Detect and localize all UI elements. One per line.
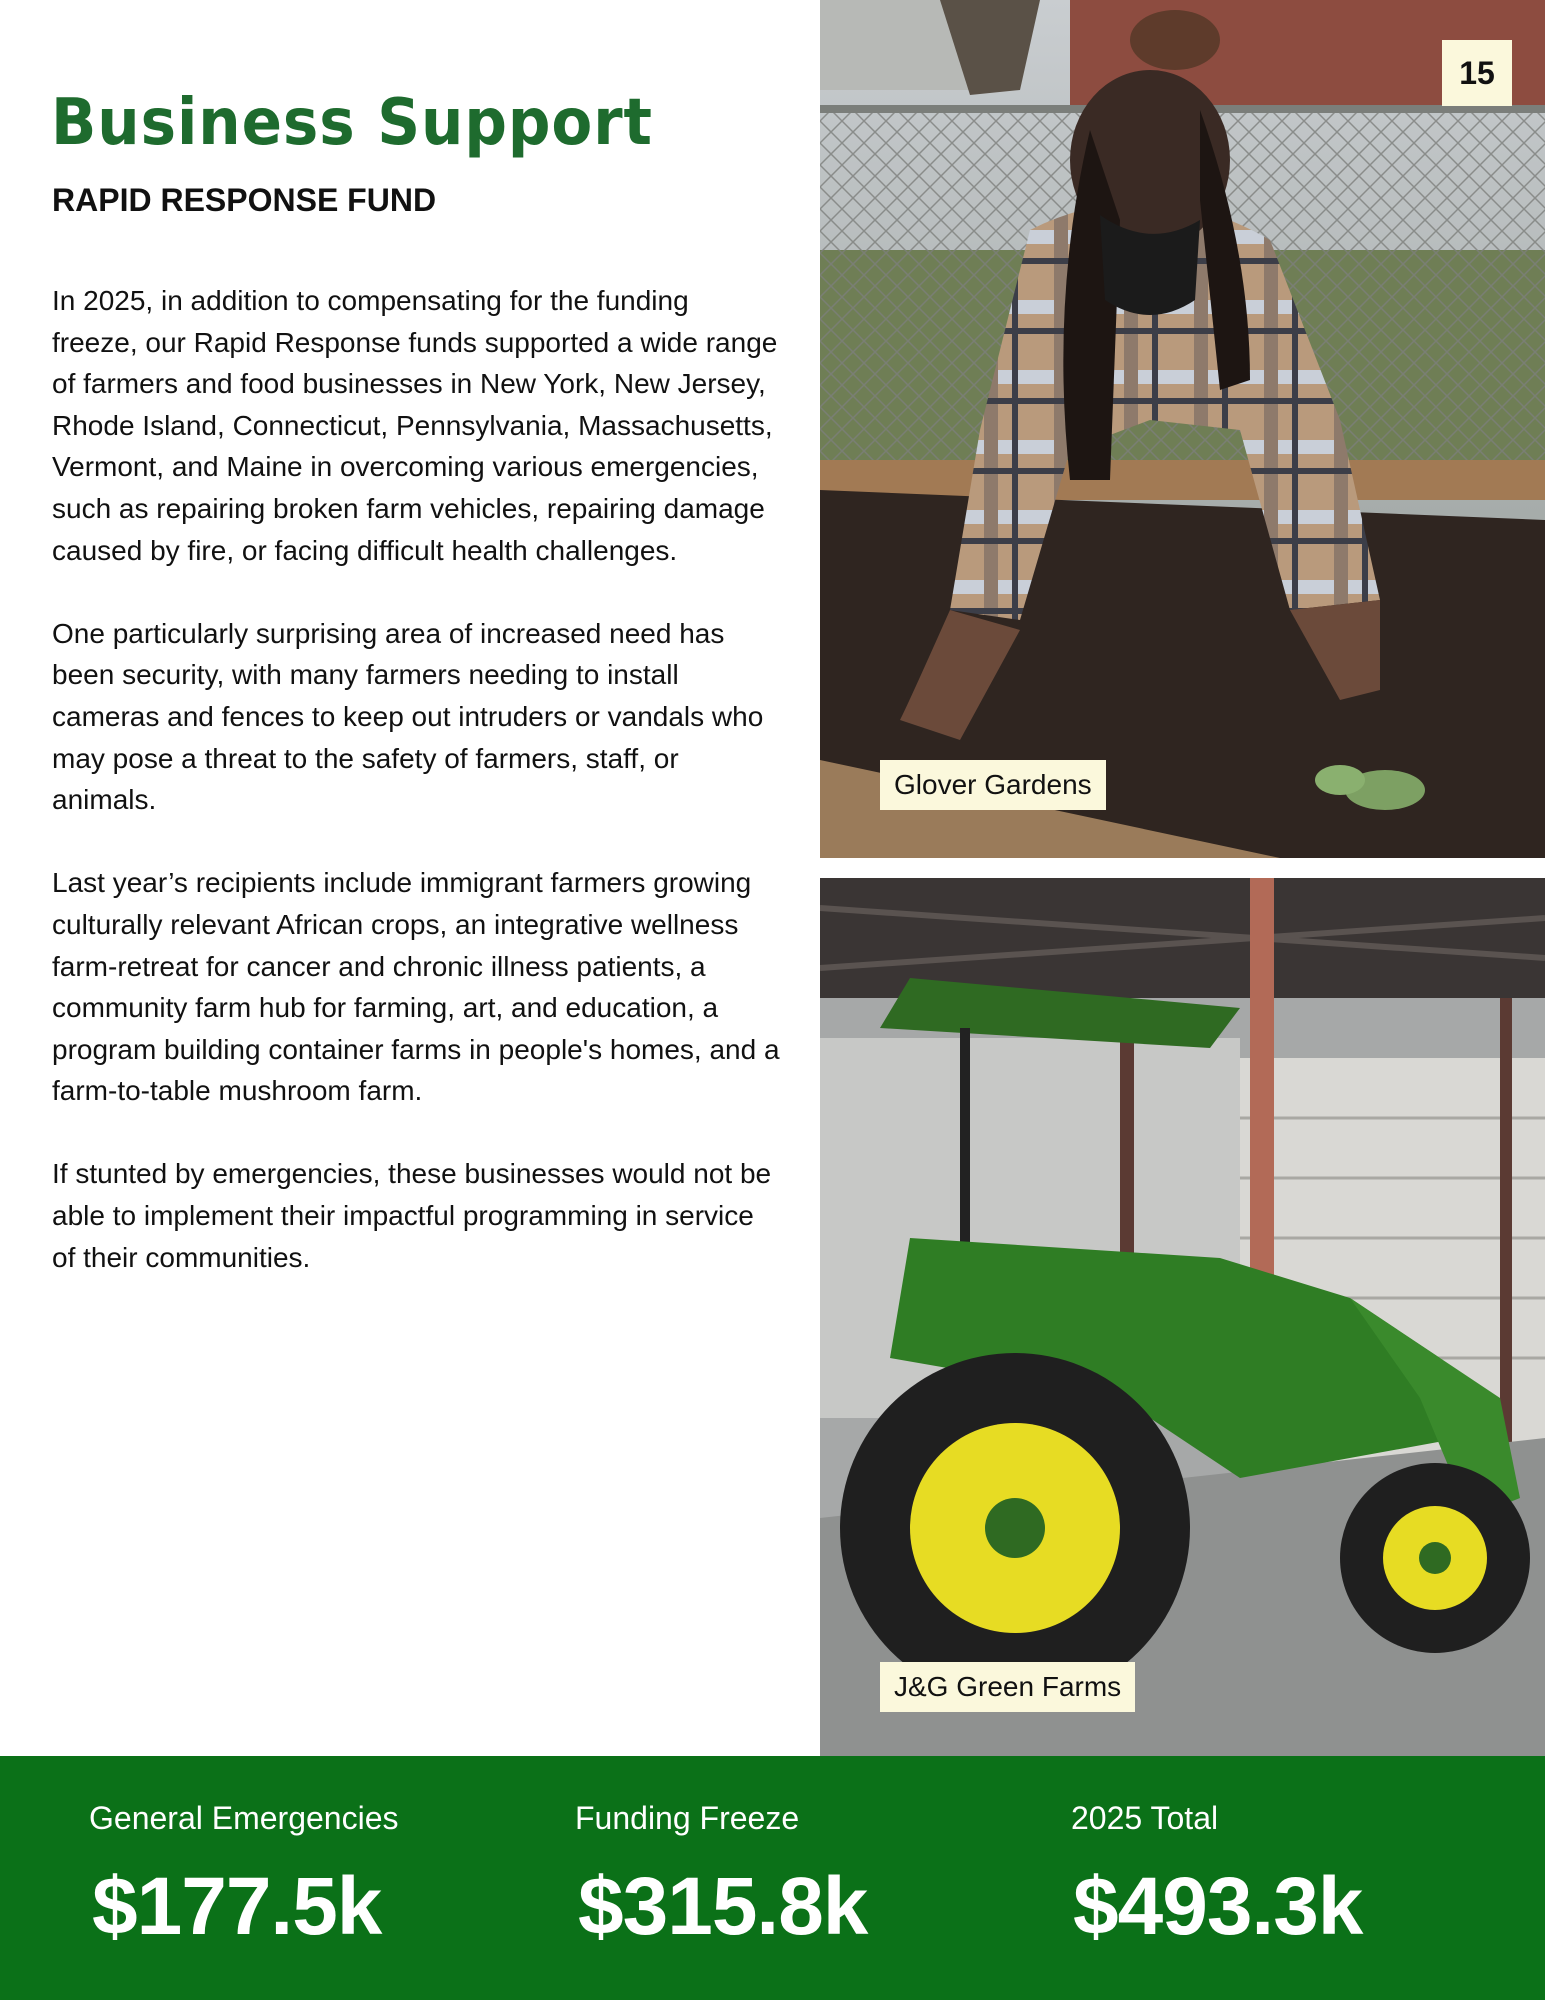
body-text bbox=[52, 280, 782, 1320]
caption-glover-gardens: Glover Gardens bbox=[880, 760, 1106, 810]
paragraph-3: Last year’s recipients include immigrant farmers growing culturally relevant African crops, an integrative wellness farm-retreat for cancer and chronic illness patients, a community farm hub for farming, art, and education, a program building container farms in people's homes, and a farm-to-table mushroom farm. bbox=[52, 867, 780, 1107]
photo-glover-gardens bbox=[820, 0, 1545, 858]
stat-label-general-emergencies: General Emergencies bbox=[89, 1800, 399, 1836]
tractor-photo-illustration bbox=[820, 878, 1545, 1756]
stats-bar bbox=[0, 1756, 1545, 2000]
page-title: Business Support bbox=[51, 86, 653, 160]
gardening-photo-illustration bbox=[820, 0, 1545, 858]
photo-jg-green-farms bbox=[820, 878, 1545, 1756]
stat-value-2025-total: $493.3k bbox=[1073, 1861, 1363, 1952]
stat-value-general-emergencies: $177.5k bbox=[92, 1861, 382, 1952]
caption-jg-green-farms: J&G Green Farms bbox=[880, 1662, 1135, 1712]
section-subtitle: RAPID RESPONSE FUND bbox=[52, 182, 437, 218]
stat-label-2025-total: 2025 Total bbox=[1071, 1800, 1219, 1836]
paragraph-2: One particularly surprising area of increased need has been security, with many farmers needing to install cameras and fences to keep out intruders or vandals who may pose a threat to the safety of farmers, staff, or animals. bbox=[52, 617, 764, 816]
page-number: 15 bbox=[1442, 40, 1512, 106]
stat-value-funding-freeze: $315.8k bbox=[578, 1861, 868, 1952]
paragraph-1: In 2025, in addition to compensating for the funding freeze, our Rapid Response funds supported a wide range of farmers and food businesses in New York, New Jersey, Rhode Island, Connecticut, Pennsylvania, Massachusetts, Vermont, and Maine in overcoming various emergencies, such as repairing broken farm vehicles, repairing damage caused by fire, or facing difficult health challenges. bbox=[52, 285, 778, 566]
paragraph-4: If stunted by emergencies, these businesses would not be able to implement their impactful programming in service of their communities. bbox=[52, 1158, 772, 1273]
stat-label-funding-freeze: Funding Freeze bbox=[575, 1800, 800, 1836]
